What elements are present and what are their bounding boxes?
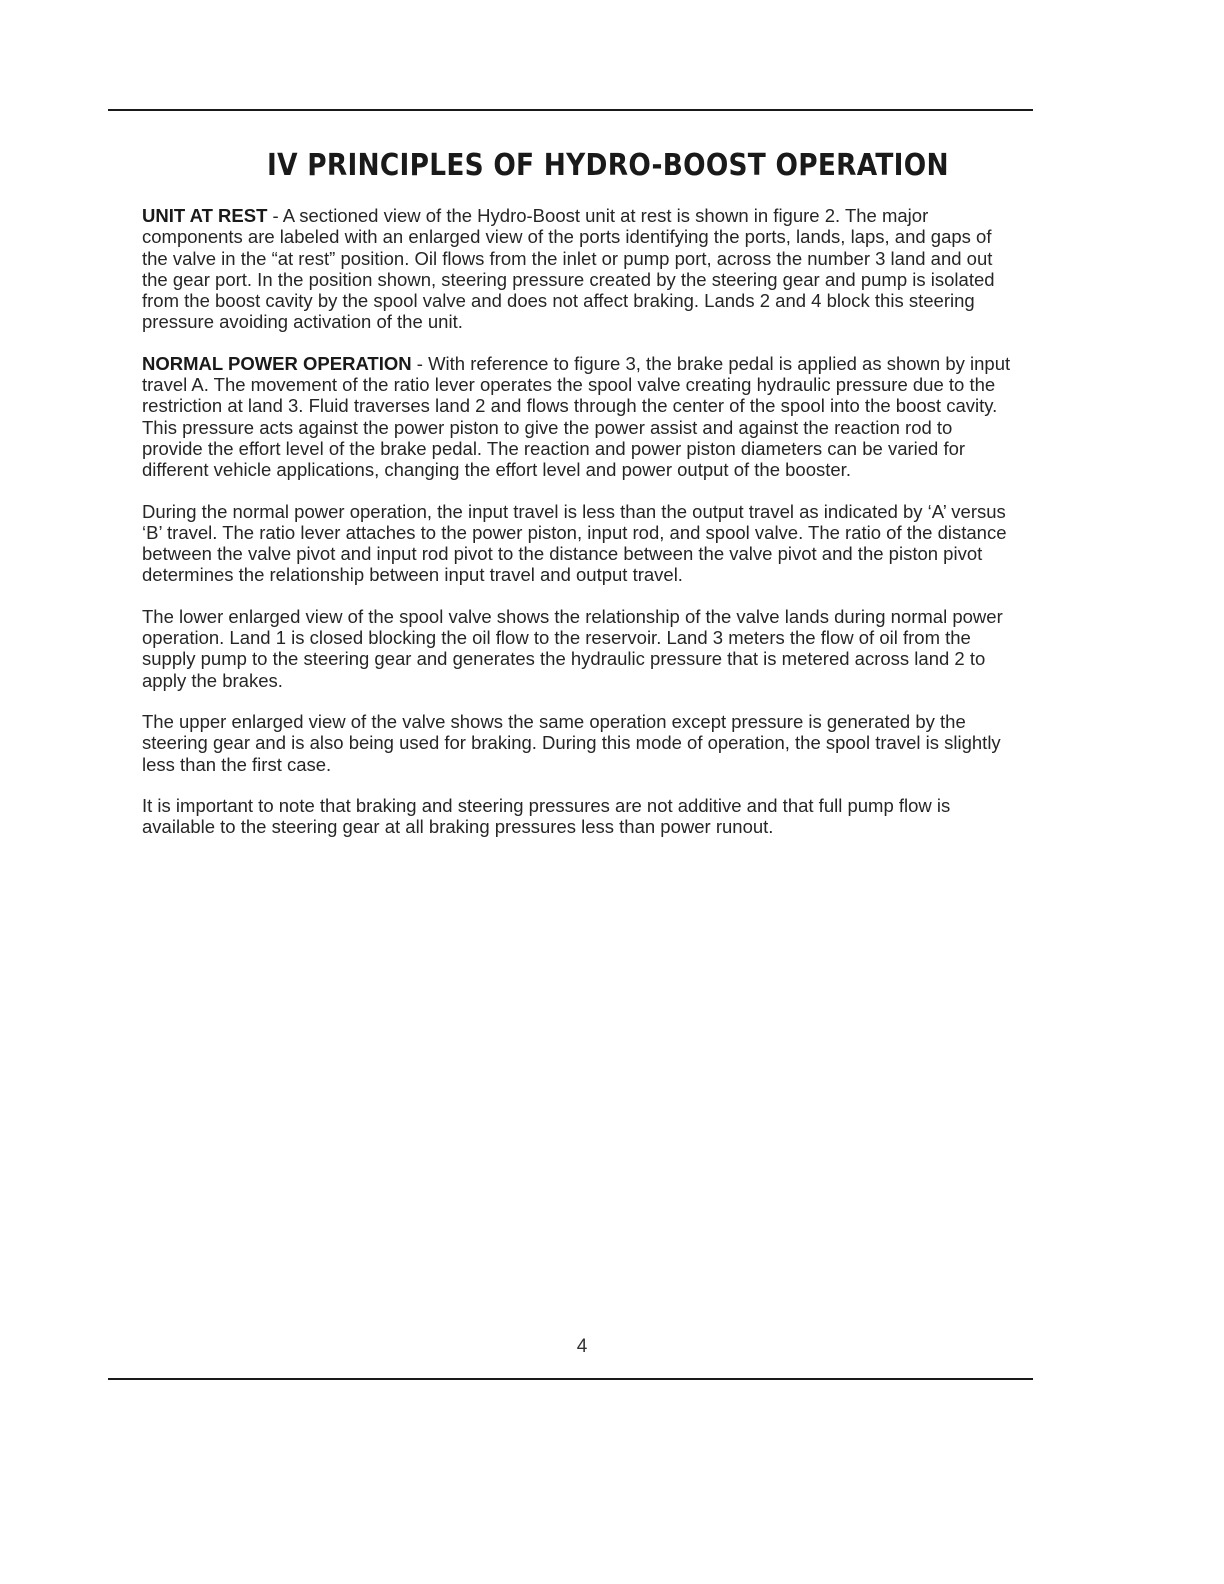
paragraph-not-additive [142, 795, 1014, 838]
paragraph-upper-enlarged-view [142, 711, 1014, 775]
paragraph-text: The lower enlarged view of the spool valve shows the relationship of the valve lands during normal power operation. Land 1 is closed blocking the oil flow to the reservoir. Land 3 meters the flow of oil from the supply pump to the steering gear and generates the hydraulic pressure that is metered across land 2 to apply the brakes. [142, 605, 1003, 691]
paragraph-lower-enlarged-view [142, 606, 1014, 691]
paragraph-input-output-travel [142, 501, 1014, 586]
page-number: 4 [576, 1336, 588, 1357]
paragraph-text: During the normal power operation, the input travel is less than the output travel as indicated by ‘A’ versus ‘B’ travel. The ratio lever attaches to the power piston, input rod, and spool valve. The ratio of the distance between the valve pivot and input rod pivot to the distance between the valve pivot and the piston pivot determines the relationship between input travel and output travel. [142, 500, 1007, 586]
body-text [142, 205, 1014, 857]
paragraph-lead: UNIT AT REST [142, 205, 268, 226]
paragraph-lead: NORMAL POWER OPERATION [142, 352, 412, 374]
top-rule [108, 109, 1033, 111]
paragraph-text: The upper enlarged view of the valve shows the same operation except pressure is generated by the steering gear and is also being used for braking. During this mode of operation, the spool travel is slightly less than the first case. [142, 710, 1001, 775]
paragraph-normal-power-operation [142, 353, 1014, 481]
page-title: IV PRINCIPLES OF HYDRO-BOOST OPERATION [267, 148, 949, 183]
paragraph-text: - A sectioned view of the Hydro-Boost unit at rest is shown in figure 2. The major components are labeled with an enlarged view of the ports identifying the ports, lands, laps, and gaps of the valve in the “at rest” position. Oil flows from the inlet or pump port, across the number 3 land and out the gear port. In the position shown, steering pressure created by the steering gear and pump is isolated from the boost cavity by the spool valve and does not affect braking. Lands 2 and 4 block this steering pressure avoiding activation of the unit. [142, 205, 995, 333]
bottom-rule [108, 1378, 1033, 1380]
paragraph-text: It is important to note that braking and steering pressures are not additive and that full pump flow is available to the steering gear at all braking pressures less than power runout. [142, 794, 951, 838]
paragraph-text: - With reference to figure 3, the brake pedal is applied as shown by input travel A. The movement of the ratio lever operates the spool valve creating hydraulic pressure due to the restriction at land 3. Fluid traverses land 2 and flows through the center of the spool into the boost cavity. This pressure acts against the power piston to give the power assist and against the reaction rod to provide the effort level of the brake pedal. The reaction and power piston diameters can be varied for different vehicle applications, changing the effort level and power output of the booster. [142, 352, 1011, 481]
paragraph-unit-at-rest [142, 205, 1014, 333]
